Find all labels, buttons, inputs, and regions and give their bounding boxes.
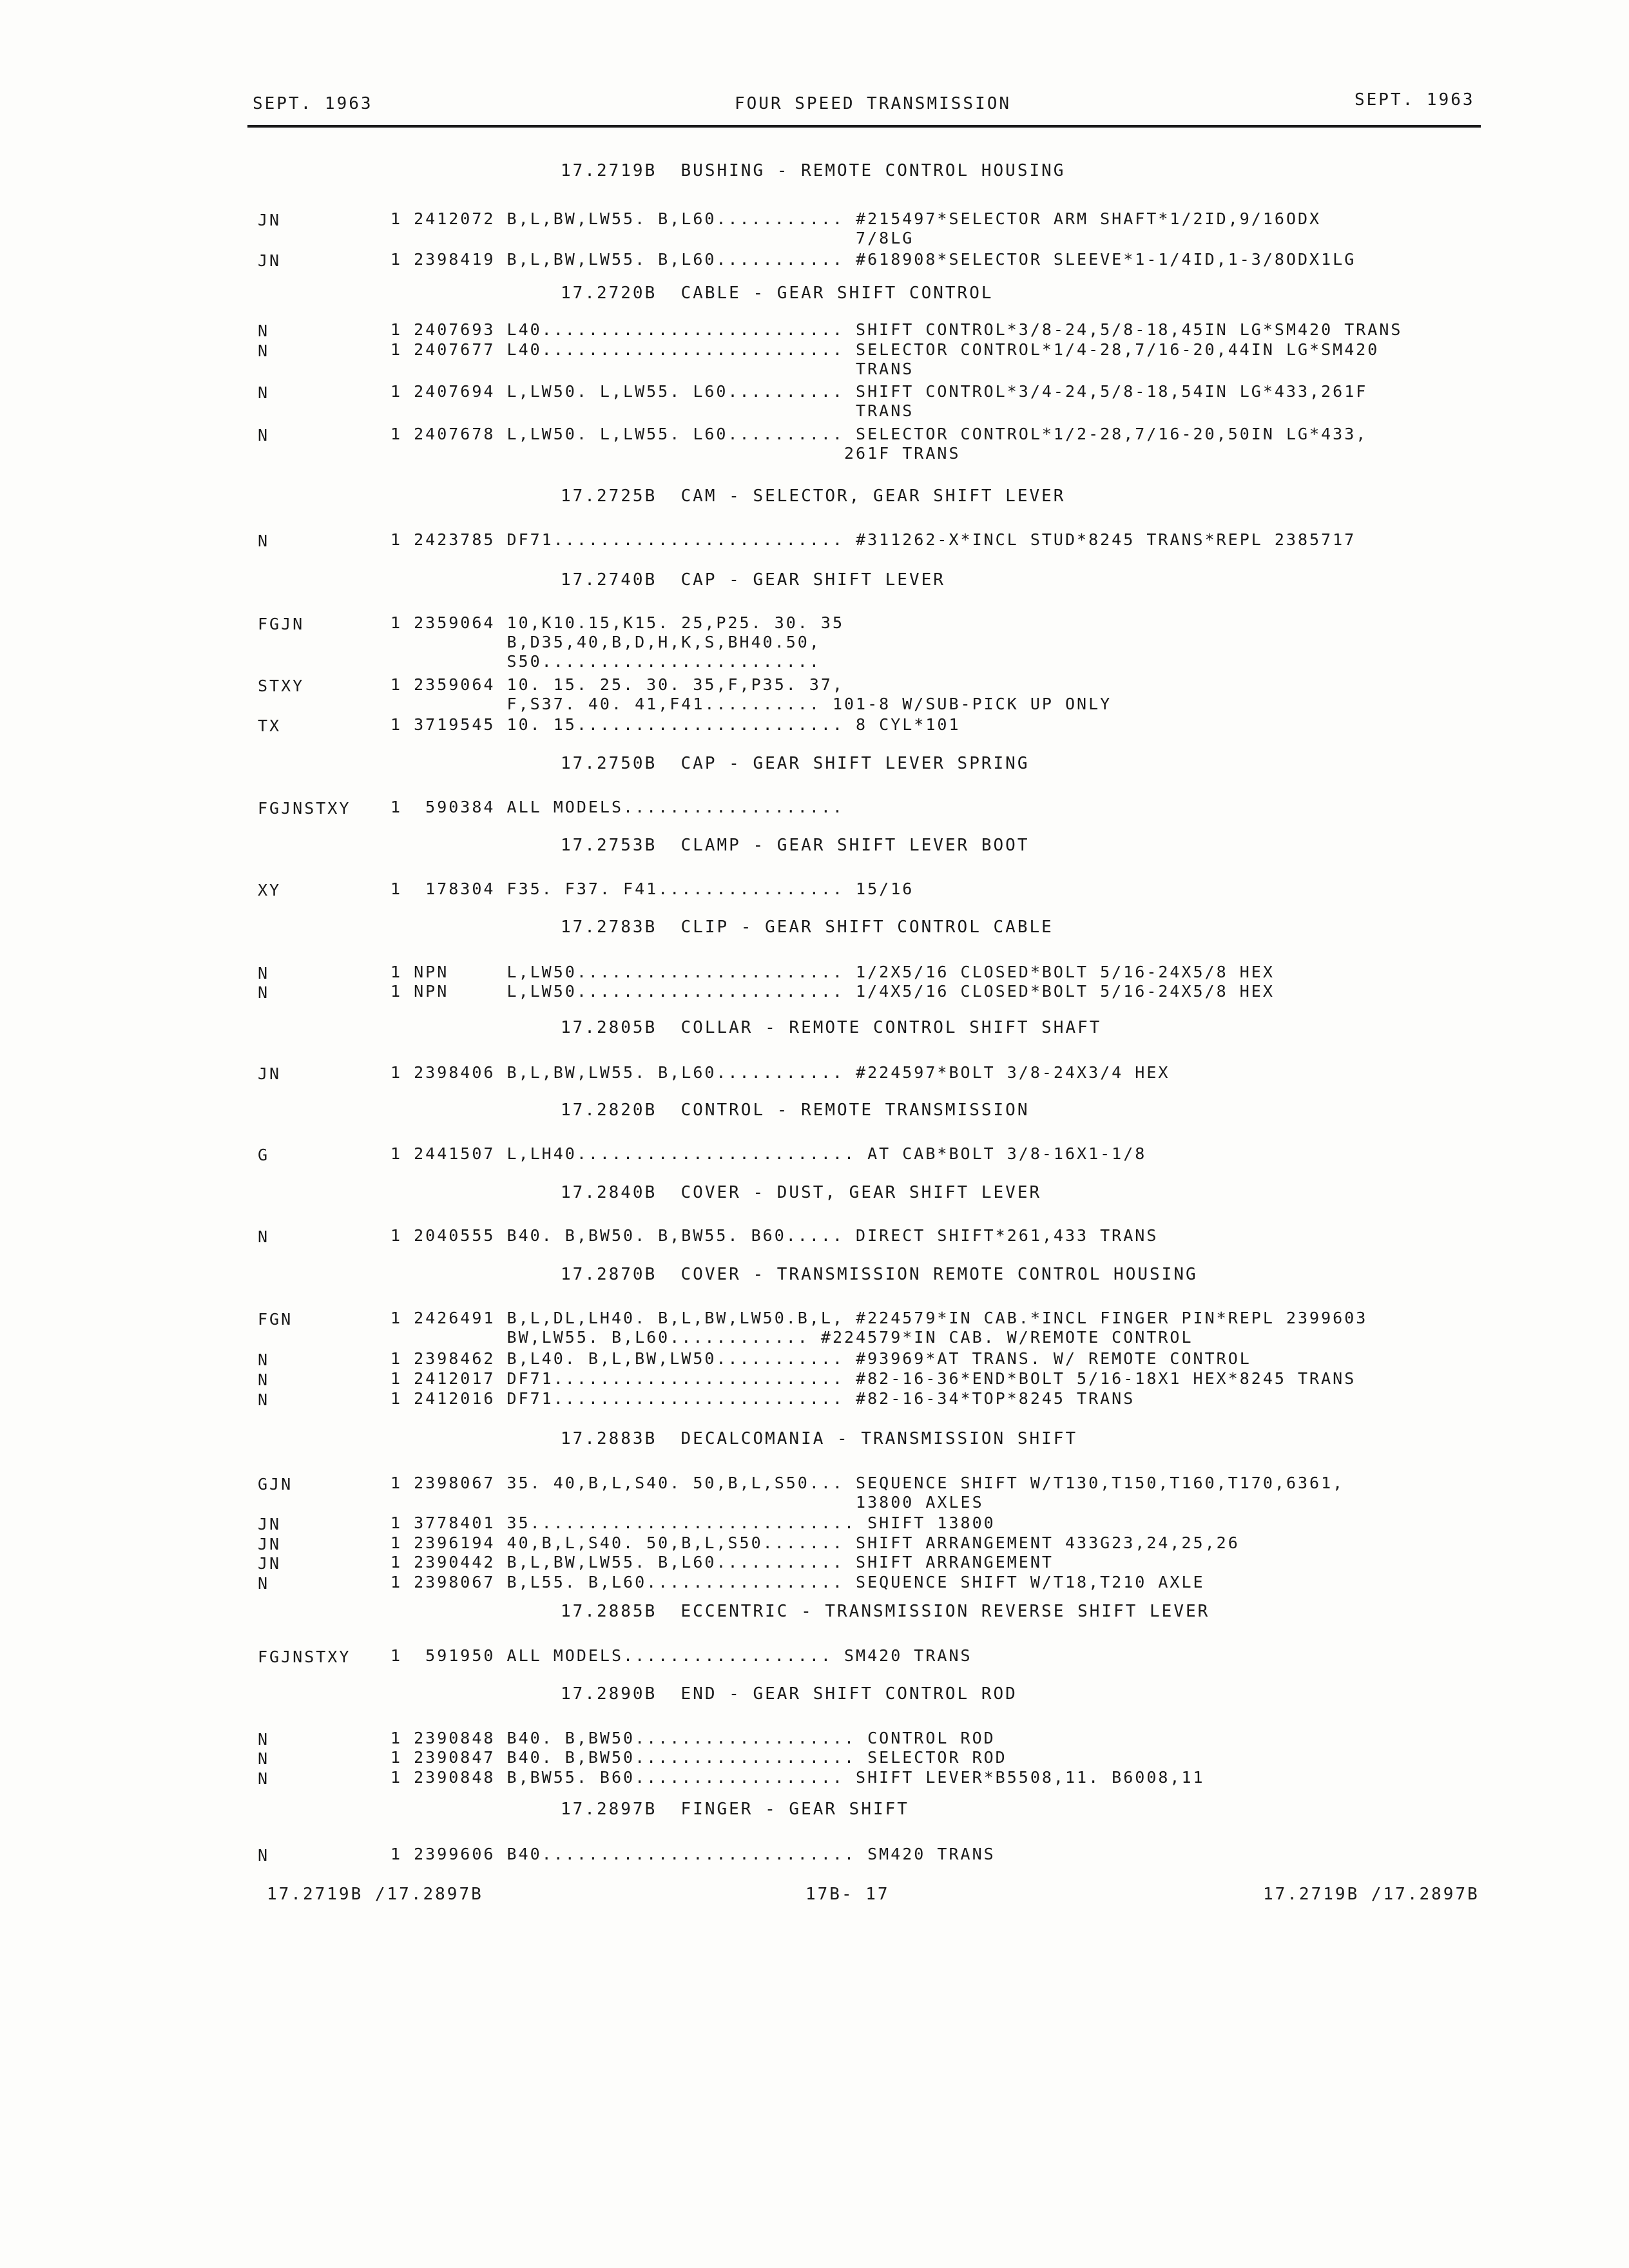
footer-range-right: 17.2719B /17.2897B (1263, 1885, 1480, 1904)
footer-range-left: 17.2719B /17.2897B (267, 1885, 483, 1904)
part-row: 1 2398419 B,L,BW,LW55. B,L60........... #618908*SELECTOR SLEEVE*1-1/4ID,1-3/8ODX1LG (390, 250, 1356, 269)
row-models: N (258, 1574, 270, 1593)
part-row: 1 3778401 35............................ SHIFT 13800 (390, 1514, 996, 1532)
section-title: 17.2720B CABLE - GEAR SHIFT CONTROL (561, 284, 994, 303)
section-title: 17.2725B CAM - SELECTOR, GEAR SHIFT LEVER (561, 486, 1066, 506)
footer-page-number: 17B- 17 (805, 1885, 890, 1904)
section-title: 17.2740B CAP - GEAR SHIFT LEVER (561, 570, 945, 590)
part-row: 1 178304 F35. F37. F41................ 15/16 (390, 879, 914, 898)
row-models: FGJN (258, 615, 305, 633)
row-models: N (258, 1769, 270, 1788)
part-row: 1 2398067 35. 40,B,L,S40. 50,B,L,S50... SEQUENCE SHIFT W/T130,T150,T160,T170,6361, 13800 AXLES (390, 1474, 1345, 1512)
row-models: N (258, 1370, 270, 1389)
row-models: FGN (258, 1310, 293, 1329)
row-models: STXY (258, 677, 305, 695)
section-title: 17.2897B FINGER - GEAR SHIFT (561, 1800, 909, 1819)
section-title: 17.2753B CLAMP - GEAR SHIFT LEVER BOOT (561, 836, 1030, 855)
part-row: 1 2412016 DF71......................... #82-16-34*TOP*8245 TRANS (390, 1389, 1135, 1408)
row-models: JN (258, 251, 282, 270)
section-title: 17.2719B BUSHING - REMOTE CONTROL HOUSING (561, 161, 1066, 180)
part-row: 1 2390847 B40. B,BW50................... SELECTOR ROD (390, 1748, 1007, 1767)
row-models: FGJNSTXY (258, 799, 351, 818)
part-row: 1 2359064 10,K10.15,K15. 25,P25. 30. 35 B,D35,40,B,D,H,K,S,BH40.50, S50........................ (390, 613, 844, 671)
part-row: 1 NPN L,LW50....................... 1/2X5/16 CLOSED*BOLT 5/16-24X5/8 HEX (390, 963, 1275, 981)
row-models: N (258, 322, 270, 340)
row-models: N (258, 1390, 270, 1409)
row-models: JN (258, 1554, 282, 1573)
section-title: 17.2890B END - GEAR SHIFT CONTROL ROD (561, 1684, 1017, 1704)
row-models: N (258, 1846, 270, 1865)
part-row: 1 2423785 DF71......................... #311262-X*INCL STUD*8245 TRANS*REPL 2385717 (390, 530, 1356, 549)
row-models: TX (258, 716, 282, 735)
section-title: 17.2883B DECALCOMANIA - TRANSMISSION SHIFT (561, 1429, 1078, 1448)
part-row: 1 2407694 L,LW50. L,LW55. L60.......... SHIFT CONTROL*3/4-24,5/8-18,54IN LG*433,261F TRANS (390, 382, 1368, 420)
row-models: JN (258, 1515, 282, 1533)
row-models: FGJNSTXY (258, 1648, 351, 1666)
section-title: 17.2885B ECCENTRIC - TRANSMISSION REVERSE SHIFT LEVER (561, 1602, 1210, 1621)
row-models: N (258, 341, 270, 360)
part-row: 1 2396194 40,B,L,S40. 50,B,L,S50....... SHIFT ARRANGEMENT 433G23,24,25,26 (390, 1533, 1240, 1552)
row-models: N (258, 1227, 270, 1246)
row-models: N (258, 964, 270, 983)
header-date-left: SEPT. 1963 (253, 94, 373, 113)
row-models: N (258, 983, 270, 1002)
part-row: 1 2412017 DF71......................... #82-16-36*END*BOLT 5/16-18X1 HEX*8245 TRANS (390, 1369, 1356, 1388)
part-row: 1 2390442 B,L,BW,LW55. B,L60........... SHIFT ARRANGEMENT (390, 1553, 1054, 1571)
part-row: 1 2359064 10. 15. 25. 30. 35,F,P35. 37, F,S37. 40. 41,F41.......... 101-8 W/SUB-PICK UP ONLY (390, 675, 1112, 713)
part-row: 1 2390848 B,BW55. B60.................. SHIFT LEVER*B5508,11. B6008,11 (390, 1768, 1205, 1787)
part-row: 1 2426491 B,L,DL,LH40. B,L,BW,LW50.B,L, #224579*IN CAB.*INCL FINGER PIN*REPL 2399603 BW,LW55. B,L60............ #224579*IN CAB. W/REMOTE CONTROL (390, 1309, 1368, 1347)
section-title: 17.2805B COLLAR - REMOTE CONTROL SHIFT SHAFT (561, 1018, 1102, 1037)
row-models: JN (258, 1064, 282, 1083)
part-row: 1 2399606 B40........................... SM420 TRANS (390, 1845, 996, 1863)
part-row: 1 590384 ALL MODELS................... (390, 798, 844, 816)
part-row: 1 3719545 10. 15....................... 8 CYL*101 (390, 715, 961, 734)
section-title: 17.2783B CLIP - GEAR SHIFT CONTROL CABLE (561, 918, 1054, 937)
part-row: 1 2398067 B,L55. B,L60................. SEQUENCE SHIFT W/T18,T210 AXLE (390, 1573, 1205, 1591)
part-row: 1 2407693 L40.......................... SHIFT CONTROL*3/8-24,5/8-18,45IN LG*SM420 TRANS (390, 320, 1403, 339)
header-title: FOUR SPEED TRANSMISSION (735, 94, 1012, 113)
part-row: 1 2441507 L,LH40........................ AT CAB*BOLT 3/8-16X1-1/8 (390, 1144, 1147, 1163)
row-models: N (258, 1350, 270, 1369)
row-models: N (258, 426, 270, 445)
row-models: N (258, 532, 270, 550)
row-models: XY (258, 881, 282, 899)
section-title: 17.2750B CAP - GEAR SHIFT LEVER SPRING (561, 754, 1030, 773)
part-row: 1 2398462 B,L40. B,L,BW,LW50........... #93969*AT TRANS. W/ REMOTE CONTROL (390, 1349, 1251, 1368)
part-row: 1 2390848 B40. B,BW50................... CONTROL ROD (390, 1729, 996, 1747)
section-title: 17.2840B COVER - DUST, GEAR SHIFT LEVER (561, 1183, 1042, 1202)
section-title: 17.2870B COVER - TRANSMISSION REMOTE CONTROL HOUSING (561, 1265, 1198, 1284)
part-row: 1 NPN L,LW50....................... 1/4X5/16 CLOSED*BOLT 5/16-24X5/8 HEX (390, 982, 1275, 1001)
part-row: 1 2407677 L40.......................... SELECTOR CONTROL*1/4-28,7/16-20,44IN LG*SM420 TRANS (390, 340, 1380, 378)
row-models: N (258, 383, 270, 402)
part-row: 1 2407678 L,LW50. L,LW55. L60.......... SELECTOR CONTROL*1/2-28,7/16-20,50IN LG*433, 261F TRANS (390, 425, 1368, 463)
row-models: G (258, 1146, 270, 1164)
row-models: N (258, 1730, 270, 1749)
part-row: 1 2412072 B,L,BW,LW55. B,L60........... #215497*SELECTOR ARM SHAFT*1/2ID,9/16ODX 7/8LG (390, 209, 1322, 247)
header-date-right: SEPT. 1963 (1354, 90, 1475, 110)
part-row: 1 591950 ALL MODELS.................. SM420 TRANS (390, 1646, 972, 1665)
header-rule (247, 125, 1481, 128)
row-models: N (258, 1749, 270, 1768)
part-row: 1 2040555 B40. B,BW50. B,BW55. B60..... DIRECT SHIFT*261,433 TRANS (390, 1226, 1159, 1245)
row-models: JN (258, 211, 282, 229)
row-models: GJN (258, 1475, 293, 1494)
part-row: 1 2398406 B,L,BW,LW55. B,L60........... #224597*BOLT 3/8-24X3/4 HEX (390, 1063, 1170, 1082)
section-title: 17.2820B CONTROL - REMOTE TRANSMISSION (561, 1100, 1030, 1120)
row-models: JN (258, 1535, 282, 1553)
